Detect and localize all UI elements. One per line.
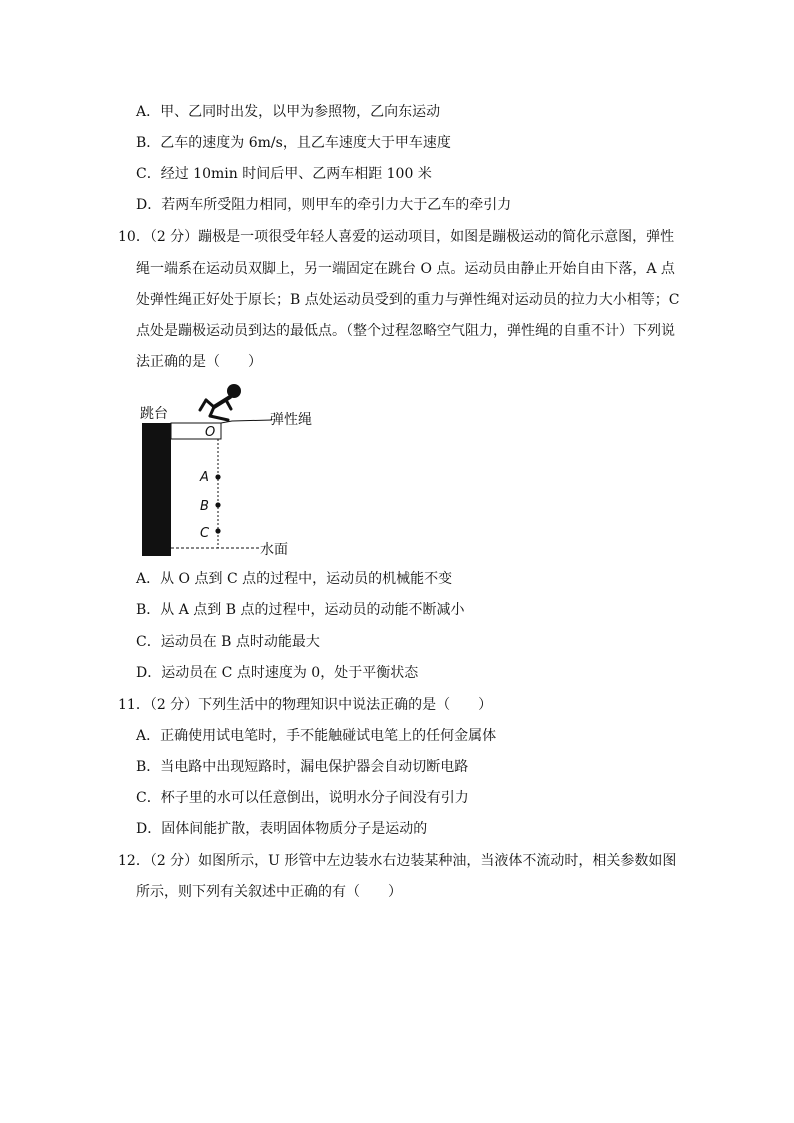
point-c-label: C: [200, 526, 210, 541]
point-o-label: O: [205, 425, 216, 440]
q9-option-d: D．若两车所受阻力相同，则甲车的牵引力大于乙车的牵引力: [136, 197, 512, 213]
q10-stem-line-2: 绳一端系在运动员双脚上，另一端固定在跳台 O 点。运动员由静止开始自由下落，A 点: [136, 261, 675, 277]
bungee-diagram: [136, 376, 336, 564]
q10-option-c: C．运动员在 B 点时动能最大: [136, 634, 320, 650]
q10-stem-line-3: 处弹性绳正好处于原长；B 点处运动员受到的重力与弹性绳对运动员的拉力大小相等；C: [136, 292, 680, 308]
water-label: 水面: [260, 542, 288, 558]
q11-option-a: A．正确使用试电笔时，手不能触碰试电笔上的任何金属体: [136, 728, 497, 744]
q9-option-b: B．乙车的速度为 6m/s，且乙车速度大于甲车速度: [136, 135, 451, 151]
platform-tower: [142, 423, 171, 556]
jumper-leg-back: [200, 400, 206, 410]
jumper-foot: [210, 416, 228, 420]
q11-stem: 11．（2 分）下列生活中的物理知识中说法正确的是（ ）: [118, 697, 493, 713]
point-c: [215, 528, 220, 533]
point-b: [215, 502, 220, 507]
point-a-label: A: [200, 470, 209, 485]
q11-option-c: C．杯子里的水可以任意倒出，说明水分子间没有引力: [136, 790, 469, 806]
q11-option-d: D．固体间能扩散，表明固体物质分子是运动的: [136, 821, 428, 837]
q10-option-a: A．从 O 点到 C 点的过程中，运动员的机械能不变: [136, 571, 453, 587]
point-a: [215, 474, 220, 479]
q10-option-d: D．运动员在 C 点时速度为 0，处于平衡状态: [136, 665, 419, 681]
jumper-figure: [200, 384, 241, 420]
q12-stem-line-1: 12．（2 分）如图所示，U 形管中左边装水右边装某种油，当液体不流动时，相关参数如图: [118, 853, 677, 869]
jumper-arm: [226, 400, 231, 409]
q12-stem-line-2: 所示，则下列有关叙述中正确的有（ ）: [136, 884, 402, 900]
rope-label: 弹性绳: [270, 412, 312, 428]
point-b-label: B: [200, 499, 209, 514]
platform-label: 跳台: [140, 406, 168, 422]
q9-option-c: C．经过 10min 时间后甲、乙两车相距 100 米: [136, 166, 432, 182]
jumper-leg-upper: [206, 400, 214, 407]
q9-option-a: A．甲、乙同时出发，以甲为参照物，乙向东运动: [136, 104, 441, 120]
q10-stem-line-5: 法正确的是（ ）: [136, 354, 262, 370]
q10-stem-line-1: 10．（2 分）蹦极是一项很受年轻人喜爱的运动项目，如图是蹦极运动的简化示意图，弹性: [118, 229, 675, 245]
q11-option-b: B．当电路中出现短路时，漏电保护器会自动切断电路: [136, 759, 469, 775]
q10-option-b: B．从 A 点到 B 点的过程中，运动员的动能不断减小: [136, 602, 465, 618]
q10-stem-line-4: 点处是蹦极运动员到达的最低点。（整个过程忽略空气阻力，弹性绳的自重不计）下列说: [136, 323, 675, 339]
